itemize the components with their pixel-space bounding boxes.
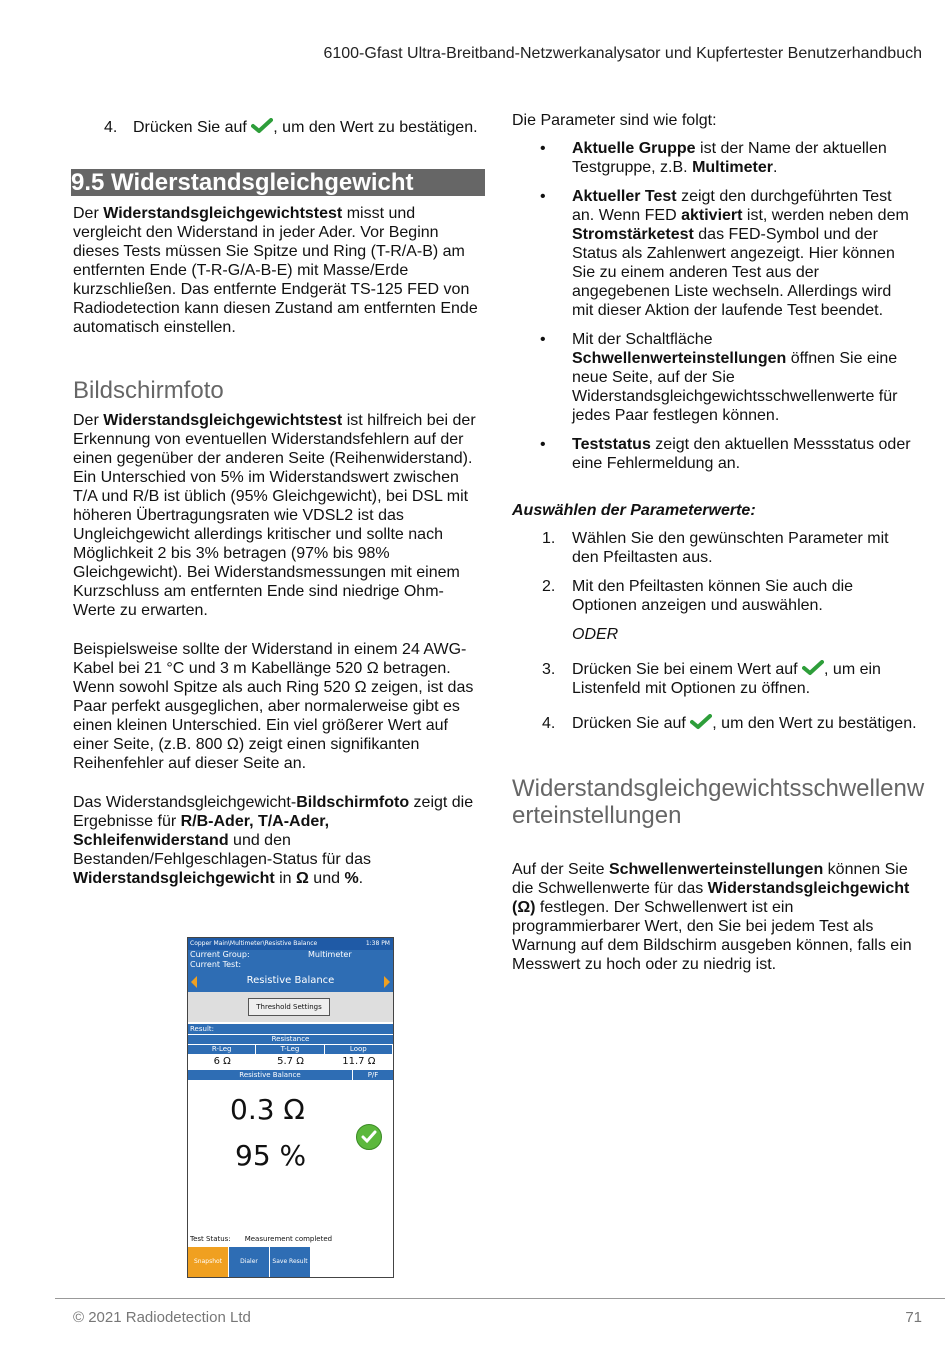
- bold-text: Ω: [296, 870, 309, 887]
- paragraph-results: [73, 793, 485, 888]
- step-4: [73, 118, 485, 137]
- footer-copyright: © 2021 Radiodetection Ltd: [73, 1309, 251, 1326]
- device-time: 1:38 PM: [365, 940, 390, 947]
- list-item: [512, 577, 917, 644]
- params-intro: Die Parameter sind wie folgt:: [512, 112, 717, 129]
- col-rleg: R-Leg: [188, 1045, 256, 1054]
- steps-list: [512, 529, 917, 733]
- label: Test Status:: [190, 1235, 231, 1243]
- list-item: [512, 139, 917, 177]
- footer-divider: [55, 1298, 945, 1299]
- bold-text: Widerstandsgleichgewichtstest: [103, 412, 343, 429]
- device-titlebar: [188, 938, 393, 950]
- params-list: [512, 139, 917, 473]
- device-breadcrumb: Copper Main\Multimeter\Resistive Balance: [190, 940, 318, 947]
- bold-text: Bildschirmfoto: [296, 794, 410, 811]
- text: zeigt den aktuellen Messstatus oder eine Fehlermeldung an.: [572, 436, 911, 472]
- step-text: , um den Wert zu bestätigen.: [273, 119, 478, 136]
- text: und den Bestanden/Fehlgeschlagen-Status für das: [73, 832, 371, 868]
- or-text: ODER: [572, 626, 619, 643]
- text: misst und vergleicht den Widerstand in jeder Ader. Vor Beginn dieses Tests müssen Sie Spitze und Ring (T-R/A-B) am entfernten Ende (T-R-G/A-B-E) mit Masse/Erde kurzschließen. Das entfernte Endgerät TS-125 FED von Radiodetection kann diesen Zustand am entfernten Ende automatisch einstellen.: [73, 205, 478, 336]
- balance-percent: 95 %: [235, 1139, 307, 1172]
- col-tleg: T-Leg: [256, 1045, 324, 1054]
- arrow-right-icon[interactable]: [384, 976, 390, 988]
- bold-text: Widerstandsgleichgewicht (Ω): [512, 880, 910, 916]
- bold-text: Widerstandsgleichgewichtstest: [103, 205, 343, 222]
- current-test-row: [188, 960, 393, 970]
- list-item: [512, 714, 917, 733]
- step-text: Drücken Sie auf: [133, 119, 252, 136]
- text: zeigt den durchgeführten Test an. Wenn FED: [572, 188, 892, 224]
- resistance-values: [188, 1054, 393, 1070]
- text: das FED-Symbol und der Status als Zahlenwert angezeigt. Hier können Sie zu einem anderen Test aus der angegebenen Liste wechseln. Allerdings wird mit dieser Aktion der laufende Test beendet.: [572, 226, 895, 319]
- text: ist der Name der aktuellen Testgruppe, z.B.: [572, 140, 887, 176]
- checkmark-icon: [802, 660, 824, 676]
- result-label: Result:: [188, 1024, 393, 1034]
- bold-text: Schwellenwerteinstellungen: [608, 861, 824, 878]
- label: Current Group:: [190, 950, 250, 959]
- title-line: Widerstandsgleichgewichtsschwellenw: [512, 775, 925, 802]
- list-item: [512, 435, 917, 473]
- threshold-title: [512, 775, 925, 829]
- resistance-columns: [188, 1044, 393, 1054]
- list-item: [512, 529, 917, 567]
- bold-text: %: [344, 870, 359, 887]
- section-title: [71, 169, 485, 196]
- checkmark-icon: [690, 714, 712, 730]
- text: können Sie die Schwellenwerte für das: [512, 861, 908, 897]
- text: Drücken Sie bei einem Wert auf: [572, 661, 803, 678]
- list-item: [512, 660, 917, 698]
- bold-text: aktiviert: [681, 207, 743, 224]
- text: Auf der Seite: [512, 861, 609, 878]
- threshold-paragraph: [512, 860, 917, 974]
- left-column: [73, 118, 485, 888]
- text: .: [358, 870, 364, 887]
- pass-check-icon: [356, 1124, 382, 1150]
- save-result-button[interactable]: Save Result: [270, 1247, 311, 1277]
- text: in: [274, 870, 297, 887]
- bold-text: Widerstandsgleichgewicht: [73, 870, 275, 887]
- text: .: [772, 159, 778, 176]
- value: Multimeter: [308, 950, 352, 959]
- dialer-button[interactable]: Dialer: [229, 1247, 270, 1277]
- bold-text: Aktueller Test: [572, 188, 677, 205]
- text: öffnen Sie eine neue Seite, auf der Sie Widerstandsgleichgewichtsschwellenwerte für jedes Paar festlegen können.: [572, 350, 898, 424]
- text: ist, werden neben dem: [742, 207, 909, 224]
- threshold-area: [188, 992, 393, 1022]
- current-group-row: [188, 950, 393, 960]
- step-number: 2.: [542, 578, 556, 595]
- section-title-text: 9.5 Widerstandsgleichgewicht: [71, 169, 414, 196]
- col-loop: Loop: [325, 1045, 393, 1054]
- device-test-panel: [188, 950, 393, 992]
- page-header: 6100-Gfast Ultra-Breitband-Netzwerkanalysator und Kupfertester Benutzerhandbuch: [323, 45, 922, 62]
- balance-header: [188, 1070, 393, 1080]
- balance-ohm: 0.3 Ω: [230, 1093, 305, 1126]
- subsection-title: Bildschirmfoto: [73, 377, 224, 404]
- text: Wählen Sie den gewünschten Parameter mit den Pfeiltasten aus.: [572, 530, 889, 566]
- test-name: Resistive Balance: [246, 975, 335, 986]
- text: ist hilfreich bei der Erkennung von eventuellen Widerstandsfehlern auf der einen gegenüber der anderen Seite (Reihenwiderstand). Ein Unterschied von 5% im Widerstandswert zwischen T/A und R/B ist üblich (95% Gleichgewicht), bei DSL mit höheren Übertragungsraten wie VDSL2 ist das Ungleichgewicht allerdings kritischer und sollte nach Möglichkeit 2 bis 3% betragen (97% bis 98% Gleichgewicht). Bei Widerstandsmessungen mit einem Kurzschluss am entfernten Ende sind niedrige Ohm-Werte zu erwarten.: [73, 412, 476, 619]
- arrow-left-icon[interactable]: [191, 976, 197, 988]
- right-column: [512, 111, 925, 974]
- text: festlegen. Der Schwellenwert ist ein programmierbarer Wert, den Sie bei jedem Test als Warnung auf dem Bildschirm ausgeben können, falls ein Messwert zu hoch oder zu niedrig ist.: [512, 899, 912, 973]
- bold-text: Aktuelle Gruppe: [572, 140, 696, 157]
- step-number: 1.: [542, 530, 556, 547]
- bold-text: Schwellenwerteinstellungen: [572, 350, 787, 367]
- value-rleg: 6 Ω: [213, 1056, 231, 1067]
- text: Das Widerstandsgleichgewicht-: [73, 794, 297, 811]
- device-softkeys: [188, 1247, 393, 1277]
- bold-text: Multimeter: [692, 159, 773, 176]
- bold-text: Teststatus: [572, 436, 651, 453]
- page-number: 71: [905, 1309, 922, 1326]
- threshold-settings-button[interactable]: Threshold Settings: [248, 998, 330, 1016]
- text: Mit der Schaltfläche: [572, 331, 713, 348]
- text: Drücken Sie auf: [572, 715, 691, 732]
- step-number: 4.: [104, 119, 118, 136]
- paragraph-example: Beispielsweise sollte der Widerstand in einem 24 AWG-Kabel bei 21 °C und 3 m Kabellänge 520 Ω betragen. Wenn sowohl Spitze als auch Ring 520 Ω zeigen, ist das Paar perfekt ausgeglichen, aber normalerweise gibt es einen kleinen Unterschied. Ein viel größerer Wert auf einer Seite, (z.B. 800 Ω) zeigt einen signifikanten Reihenfehler auf dieser Seite an.: [73, 641, 474, 772]
- value: Measurement completed: [244, 1235, 333, 1243]
- text: , um den Wert zu bestätigen.: [712, 715, 917, 732]
- text: Der: [73, 412, 104, 429]
- paragraph-intro: [73, 204, 485, 337]
- step-number: 4.: [542, 715, 556, 732]
- value-tleg: 5.7 Ω: [277, 1056, 304, 1067]
- text: Mit den Pfeiltasten können Sie auch die Optionen anzeigen und auswählen.: [572, 578, 854, 614]
- resistance-header: Resistance: [188, 1034, 393, 1044]
- bold-text: R/B-Ader, T/A-Ader, Schleifenwiderstand: [73, 813, 330, 849]
- text: , um ein Listenfeld mit Optionen zu öffnen.: [572, 661, 881, 697]
- text: zeigt die Ergebnisse für: [73, 794, 474, 830]
- device-screenshot: [187, 937, 394, 1278]
- test-selector[interactable]: [188, 970, 393, 992]
- value-loop: 11.7 Ω: [342, 1056, 376, 1067]
- bold-text: Stromstärketest: [572, 226, 694, 243]
- balance-label: Resistive Balance: [239, 1071, 301, 1079]
- text: Der: [73, 205, 104, 222]
- list-item: [512, 330, 917, 425]
- label: Current Test:: [190, 960, 242, 969]
- paragraph-snapshot: [73, 411, 485, 620]
- snapshot-button[interactable]: Snapshot: [188, 1247, 229, 1277]
- step-number: 3.: [542, 661, 556, 678]
- list-item: [512, 187, 917, 320]
- checkmark-icon: [251, 118, 273, 134]
- select-heading: Auswählen der Parameterwerte:: [512, 502, 756, 519]
- text: und: [308, 870, 345, 887]
- title-line: erteinstellungen: [512, 802, 682, 829]
- pf-label: P/F: [352, 1070, 393, 1080]
